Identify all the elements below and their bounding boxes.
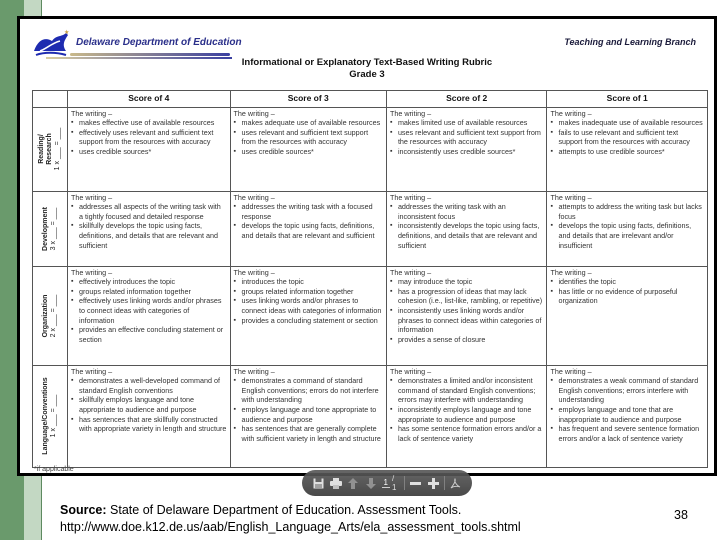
- cell-intro: The writing –: [550, 366, 592, 376]
- print-icon: [330, 478, 342, 489]
- toolbar-divider: [404, 476, 405, 490]
- cell-intro: The writing –: [70, 366, 113, 376]
- cell-intro: The writing –: [550, 267, 592, 277]
- cell-intro: The writing –: [233, 366, 275, 376]
- cell-intro: The writing –: [389, 366, 432, 376]
- adobe-icon: [450, 478, 461, 489]
- row-label-text: Language/Conventions: [41, 377, 49, 455]
- toolbar-divider: [444, 476, 445, 490]
- row-label-text: Organization: [41, 294, 49, 337]
- rubric-cell: [547, 365, 708, 467]
- branch-name: Teaching and Learning Branch: [564, 37, 696, 47]
- rubric-cell: [67, 266, 230, 365]
- criteria-list: [71, 277, 227, 344]
- criteria-list: [234, 376, 383, 443]
- rubric-row: [33, 266, 708, 365]
- criteria-list: [234, 118, 383, 156]
- row-label-cell: [33, 365, 68, 467]
- criteria-list: [550, 376, 704, 443]
- criterion-item: ▪ groups related information together: [234, 287, 383, 297]
- criterion-item: ▪ may introduce the topic: [390, 277, 544, 287]
- zoom-in-icon: [428, 478, 439, 489]
- cell-intro: The writing –: [389, 108, 432, 118]
- criteria-list: [390, 118, 544, 156]
- page-up-icon: [348, 478, 358, 489]
- page-number-input[interactable]: 1: [383, 478, 388, 487]
- cell-intro: The writing –: [70, 108, 113, 118]
- criteria-list: [550, 118, 704, 156]
- save-button[interactable]: [312, 476, 325, 490]
- criterion-item: ▪ demonstrates a command of standard English conventions; errors do not interfere with understanding: [234, 376, 383, 405]
- row-label-text-line2: Research: [45, 133, 53, 165]
- rubric-title-line2: Grade 3: [349, 69, 385, 80]
- criterion-item: ▪ has frequent and severe sentence formation errors and/or a lack of sentence variety: [550, 424, 704, 443]
- rubric-cell: [230, 107, 386, 191]
- criterion-item: ▪ provides a sense of closure: [390, 335, 544, 345]
- rubric-table: [32, 90, 708, 468]
- rubric-cell: [386, 107, 547, 191]
- criterion-item: ▪ effectively uses relevant and sufficient text support from the resources with accuracy: [71, 128, 227, 147]
- zoom-in-button[interactable]: [426, 476, 439, 490]
- logo-rule: [70, 53, 230, 56]
- row-label-cell: [33, 107, 68, 191]
- criterion-item: ▪ inconsistently uses credible sources*: [390, 147, 544, 157]
- criterion-item: ▪ effectively introduces the topic: [71, 277, 227, 287]
- print-button[interactable]: [329, 476, 342, 490]
- criterion-item: ▪ provides a concluding statement or section: [234, 316, 383, 326]
- criterion-item: ▪ has sentences that are skillfully constructed with appropriate variety in length and structure: [71, 415, 227, 434]
- row-label: [42, 207, 58, 251]
- criterion-item: ▪ effectively uses linking words and/or phrases to connect ideas with categories of information: [71, 296, 227, 325]
- criteria-list: [550, 202, 704, 250]
- row-weight-formula: 1 x ___ = ___: [53, 127, 61, 171]
- footnote: *if applicable: [34, 466, 74, 473]
- criterion-item: ▪ has sentences that are generally complete with sufficient variety in length and structure: [234, 424, 383, 443]
- cell-intro: The writing –: [233, 267, 275, 277]
- criteria-list: [234, 277, 383, 325]
- criterion-item: ▪ has some sentence formation errors and/or a lack of sentence variety: [390, 424, 544, 443]
- rubric-cell: [230, 266, 386, 365]
- source-text: State of Delaware Department of Education. Assessment Tools.: [110, 503, 462, 517]
- cell-intro: The writing –: [70, 267, 113, 277]
- criterion-item: ▪ develops the topic using facts, definitions, and details that are relevant and sufficient: [234, 221, 383, 240]
- row-weight-formula: 1 x ___ = ___: [49, 394, 57, 438]
- row-label: [42, 377, 58, 454]
- svg-text:★: ★: [64, 30, 70, 36]
- cell-intro: The writing –: [70, 192, 113, 202]
- column-header: Score of 2: [386, 91, 547, 108]
- cell-intro: The writing –: [233, 192, 275, 202]
- rubric-row: [33, 191, 708, 266]
- rubric-title: [20, 57, 714, 81]
- criterion-item: ▪ introduces the topic: [234, 277, 383, 287]
- rubric-cell: [547, 191, 708, 266]
- criterion-item: ▪ skillfully employs language and tone appropriate to audience and purpose: [71, 395, 227, 414]
- criterion-item: ▪ makes effective use of available resources: [71, 118, 227, 128]
- rubric-cell: [386, 365, 547, 467]
- criterion-item: ▪ demonstrates a weak command of standard English conventions; errors interfere with understanding: [550, 376, 704, 405]
- criteria-list: [71, 376, 227, 434]
- criteria-list: [390, 376, 544, 443]
- criterion-item: ▪ attempts to address the writing task but lacks focus: [550, 202, 704, 221]
- criterion-item: ▪ uses linking words and/or phrases to connect ideas with categories of information: [234, 296, 383, 315]
- rubric-row: [33, 107, 708, 191]
- source-url[interactable]: http://www.doe.k12.de.us/aab/English_Language_Arts/ela_assessment_tools.shtml: [60, 520, 521, 534]
- criterion-item: ▪ addresses the writing task with an inconsistent focus: [390, 202, 544, 221]
- slide-page-number: 38: [674, 508, 688, 522]
- criteria-list: [234, 202, 383, 240]
- rubric-cell: [386, 266, 547, 365]
- criterion-item: ▪ develops the topic using facts, definitions, and details that are irrelevant and/or insufficient: [550, 221, 704, 250]
- column-header: Score of 3: [230, 91, 386, 108]
- embedded-pdf-document: [17, 16, 717, 492]
- criterion-item: ▪ skillfully develops the topic using facts, definitions, and details that are relevant and sufficient: [71, 221, 227, 250]
- criterion-item: ▪ inconsistently develops the topic using facts, definitions, and details that are relevant and sufficient: [390, 221, 544, 250]
- rubric-title-line1: Informational or Explanatory Text-Based Writing Rubric: [241, 57, 493, 68]
- row-label-text: Development: [41, 206, 49, 251]
- source-label: Source:: [60, 503, 107, 517]
- criteria-list: [71, 118, 227, 156]
- rubric-cell: [386, 191, 547, 266]
- criterion-item: ▪ uses relevant and sufficient text support from the resources with accuracy: [390, 128, 544, 147]
- criterion-item: ▪ inconsistently uses linking words and/or phrases to connect ideas within categories of information: [390, 306, 544, 335]
- row-weight-formula: 3 x ___ = ___: [49, 207, 57, 250]
- criterion-item: ▪ attempts to use credible sources*: [550, 147, 704, 157]
- criterion-item: ▪ makes inadequate use of available resources: [550, 118, 704, 128]
- save-icon: [313, 478, 324, 489]
- criteria-list: [390, 202, 544, 250]
- criterion-item: ▪ has little or no evidence of purposeful organization: [550, 287, 704, 306]
- rubric-cell: [547, 107, 708, 191]
- cell-intro: The writing –: [550, 192, 592, 202]
- rubric-header-row: [33, 91, 708, 108]
- criterion-item: ▪ demonstrates a limited and/or inconsistent command of standard English conventions; errors may interfere with understanding: [390, 376, 544, 405]
- column-header: Score of 1: [547, 91, 708, 108]
- delaware-map-icon: [32, 29, 70, 59]
- column-header: Score of 4: [67, 91, 230, 108]
- criteria-list: [390, 277, 544, 344]
- row-label: [42, 294, 58, 337]
- source-citation: [60, 502, 521, 536]
- criterion-item: ▪ identifies the topic: [550, 277, 704, 287]
- criterion-item: ▪ fails to use relevant and sufficient text support from the resources with accuracy: [550, 128, 704, 147]
- criterion-item: ▪ employs language and tone that are inappropriate to audience and purpose: [550, 405, 704, 424]
- criterion-item: ▪ makes limited use of available resources: [390, 118, 544, 128]
- previous-page-button[interactable]: [347, 476, 360, 490]
- rubric-cell: [230, 191, 386, 266]
- zoom-out-button[interactable]: [409, 476, 422, 490]
- row-label-cell: [33, 191, 68, 266]
- zoom-out-icon: [410, 478, 421, 489]
- cell-intro: The writing –: [550, 108, 592, 118]
- criterion-item: ▪ makes adequate use of available resources: [234, 118, 383, 128]
- cell-intro: The writing –: [233, 108, 275, 118]
- criterion-item: ▪ addresses all aspects of the writing task with a tightly focused and detailed response: [71, 202, 227, 221]
- rubric-cell: [230, 365, 386, 467]
- rubric-row: [33, 365, 708, 467]
- criterion-item: ▪ inconsistently employs language and tone appropriate to audience and purpose: [390, 405, 544, 424]
- criterion-item: ▪ has a progression of ideas that may lack cohesion (i.e., list-like, rambling, or repetitive): [390, 287, 544, 306]
- criteria-list: [71, 202, 227, 250]
- row-label-cell: [33, 266, 68, 365]
- next-page-button[interactable]: [364, 476, 377, 490]
- cell-intro: The writing –: [389, 192, 432, 202]
- criterion-item: ▪ uses relevant and sufficient text support from the resources with accuracy: [234, 128, 383, 147]
- page-indicator: [382, 474, 400, 492]
- criterion-item: ▪ provides an effective concluding statement or section: [71, 325, 227, 344]
- criterion-item: ▪ demonstrates a well-developed command of standard English conventions: [71, 376, 227, 395]
- row-weight-formula: 2 x ___ = ___: [49, 294, 57, 337]
- pdf-viewer-toolbar: [302, 470, 472, 496]
- rubric-cell: [67, 107, 230, 191]
- row-label: [38, 128, 62, 171]
- header-corner: [33, 91, 68, 108]
- criterion-item: ▪ employs language and tone appropriate to audience and purpose: [234, 405, 383, 424]
- page-down-icon: [366, 478, 376, 489]
- open-in-acrobat-button[interactable]: [449, 476, 462, 490]
- criterion-item: ▪ uses credible sources*: [71, 147, 227, 157]
- cell-intro: The writing –: [389, 267, 432, 277]
- rubric-cell: [547, 266, 708, 365]
- logo-text: Delaware Department of Education: [76, 37, 242, 48]
- criteria-list: [550, 277, 704, 306]
- rubric-cell: [67, 365, 230, 467]
- criterion-item: ▪ addresses the writing task with a focused response: [234, 202, 383, 221]
- criterion-item: ▪ uses credible sources*: [234, 147, 383, 157]
- rubric-cell: [67, 191, 230, 266]
- criterion-item: ▪ groups related information together: [71, 287, 227, 297]
- page-total: / 1: [391, 474, 397, 492]
- row-label-text: Reading/: [37, 134, 45, 164]
